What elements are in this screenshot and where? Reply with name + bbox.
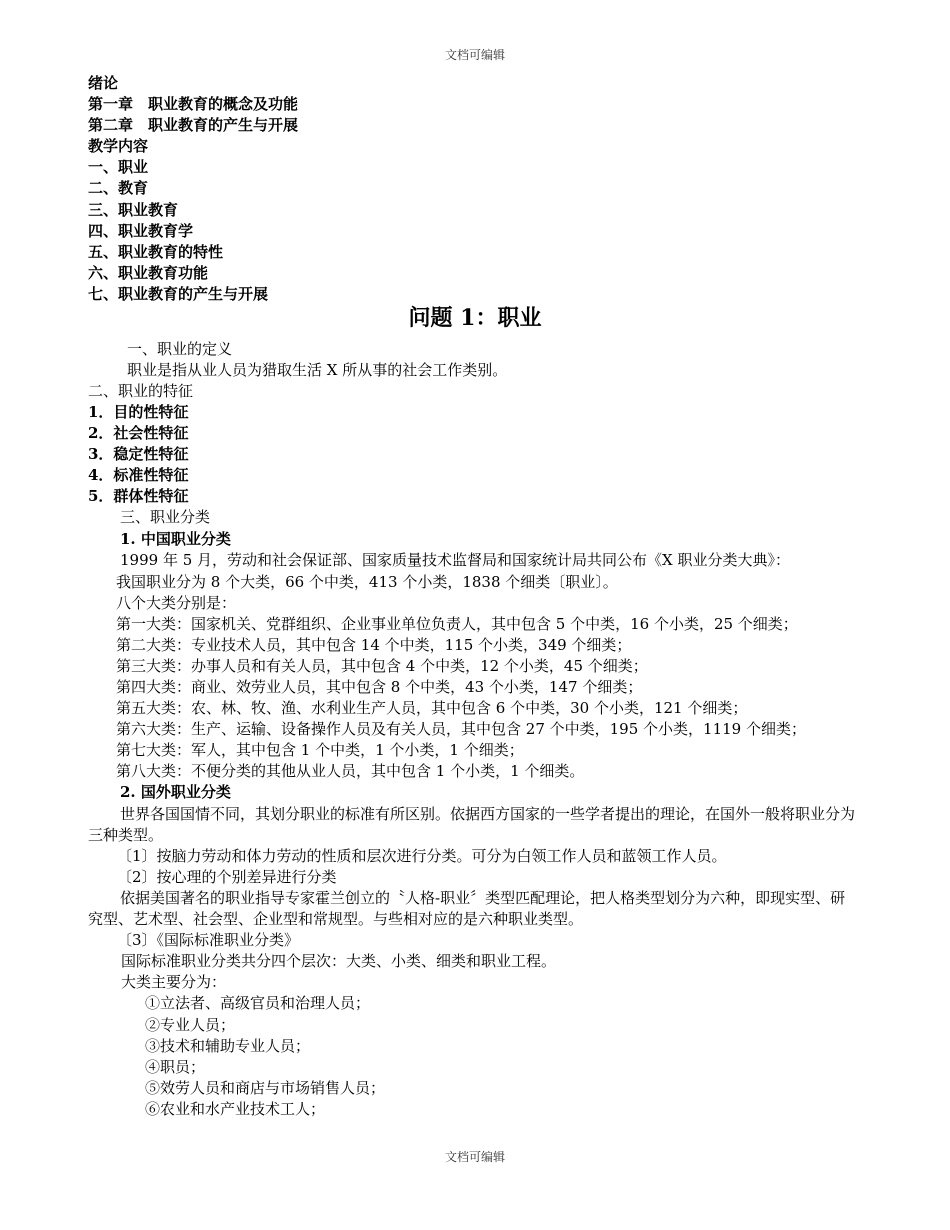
toc-item: 教学内容 (88, 137, 149, 155)
china-category-line: 第一大类：国家机关、党群组织、企业事业单位负责人，其中包含 5 个中类，16 个小类，25 个细类； (116, 615, 798, 633)
page-footer: 文档可编辑 (444, 1150, 505, 1164)
feature-item: 1．目的性特征 (88, 403, 189, 421)
major-item: ④职员； (145, 1058, 206, 1076)
classification-heading: 三、职业分类 (120, 508, 211, 526)
toc-item: 第二章 职业教育的产生与开展 (88, 116, 299, 134)
china-category-line: 第三大类：办事人员和有关人员，其中包含 4 个中类，12 个小类，45 个细类； (116, 657, 648, 675)
toc-item: 五、职业教育的特性 (88, 243, 224, 261)
foreign-type-1: 〔1〕按脑力劳动和体力劳动的性质和层次进行分类。可分为白领工作人员和蓝领工作人员。 (117, 847, 727, 865)
china-category-line: 第二大类：专业技术人员，其中包含 14 个中类，115 个小类，349 个细类； (116, 636, 632, 654)
foreign-type-3-text: 国际标准职业分类共分四个层次：大类、小类、细类和职业工程。 (121, 952, 557, 970)
china-category-line: 第五大类：农、林、牧、渔、水利业生产人员，其中包含 6 个中类，30 个小类，121 个细类； (116, 699, 748, 717)
toc-item: 二、教育 (88, 179, 149, 197)
china-category-line: 第六大类：生产、运输、设备操作人员及有关人员，其中包含 27 个中类，195 个小类，1119 个细类； (116, 720, 806, 738)
definition-text: 职业是指从业人员为猎取生活 X 所从事的社会工作类别。 (127, 361, 508, 379)
feature-item: 2．社会性特征 (88, 424, 189, 442)
toc-item: 第一章 职业教育的概念及功能 (88, 95, 299, 113)
major-heading: 大类主要分为： (121, 973, 227, 991)
major-item: ①立法者、高级官员和治理人员； (145, 994, 371, 1012)
section-title: 问题 1：职业 (408, 305, 542, 331)
china-category-line: 第四大类：商业、效劳业人员，其中包含 8 个中类，43 个小类，147 个细类； (116, 678, 643, 696)
features-heading: 二、职业的特征 (88, 382, 194, 400)
toc-item: 绪论 (88, 74, 119, 92)
foreign-type-2: 〔2〕按心理的个别差异进行分类 (117, 868, 337, 886)
definition-heading: 一、职业的定义 (127, 340, 233, 358)
feature-item: 3．稳定性特征 (88, 445, 189, 463)
china-category-line: 我国职业分为 8 个大类，66 个中类，413 个小类，1838 个细类〔职业〕。 (116, 573, 618, 591)
toc-item: 一、职业 (88, 158, 149, 176)
china-category-line: 八个大类分别是： (116, 594, 237, 612)
toc-item: 三、职业教育 (88, 201, 179, 219)
toc-item: 七、职业教育的产生与开展 (88, 285, 269, 303)
toc-item: 六、职业教育功能 (88, 264, 209, 282)
china-category-line: 第七大类：军人，其中包含 1 个中类，1 个小类，1 个细类； (116, 741, 524, 759)
major-item: ②专业人员； (145, 1016, 236, 1034)
foreign-type-2-text: 依据美国著名的职业指导专家霍兰创立的〝人格-职业〞类型匹配理论，把人格类型划分为六种，即现实型、研究型、艺术型、社会型、企业型和常规型。与些相对应的是六种职业类型。 (88, 889, 846, 928)
feature-item: 5．群体性特征 (88, 487, 189, 505)
major-item: ⑥农业和水产业技术工人； (145, 1100, 326, 1118)
page-header: 文档可编辑 (444, 48, 505, 62)
feature-item: 4．标准性特征 (88, 466, 189, 484)
major-item: ③技术和辅助专业人员； (145, 1037, 311, 1055)
foreign-intro: 世界各国国情不同，其划分职业的标准有所区别。依据西方国家的一些学者提出的理论，在国外一般将职业分为三种类型。 (88, 805, 856, 844)
foreign-heading: 2. 国外职业分类 (120, 783, 231, 801)
china-category-line: 第八大类：不便分类的其他从业人员，其中包含 1 个小类，1 个细类。 (116, 762, 585, 780)
major-item: ⑤效劳人员和商店与市场销售人员； (145, 1079, 386, 1097)
china-category-line: 1999 年 5 月，劳动和社会保证部、国家质量技术监督局和国家统计局共同公布《X 职业分类大典》： (120, 551, 790, 569)
foreign-type-3: 〔3〕《国际标准职业分类》 (117, 931, 300, 949)
china-heading: 1. 中国职业分类 (120, 530, 231, 548)
toc-item: 四、职业教育学 (88, 222, 194, 240)
